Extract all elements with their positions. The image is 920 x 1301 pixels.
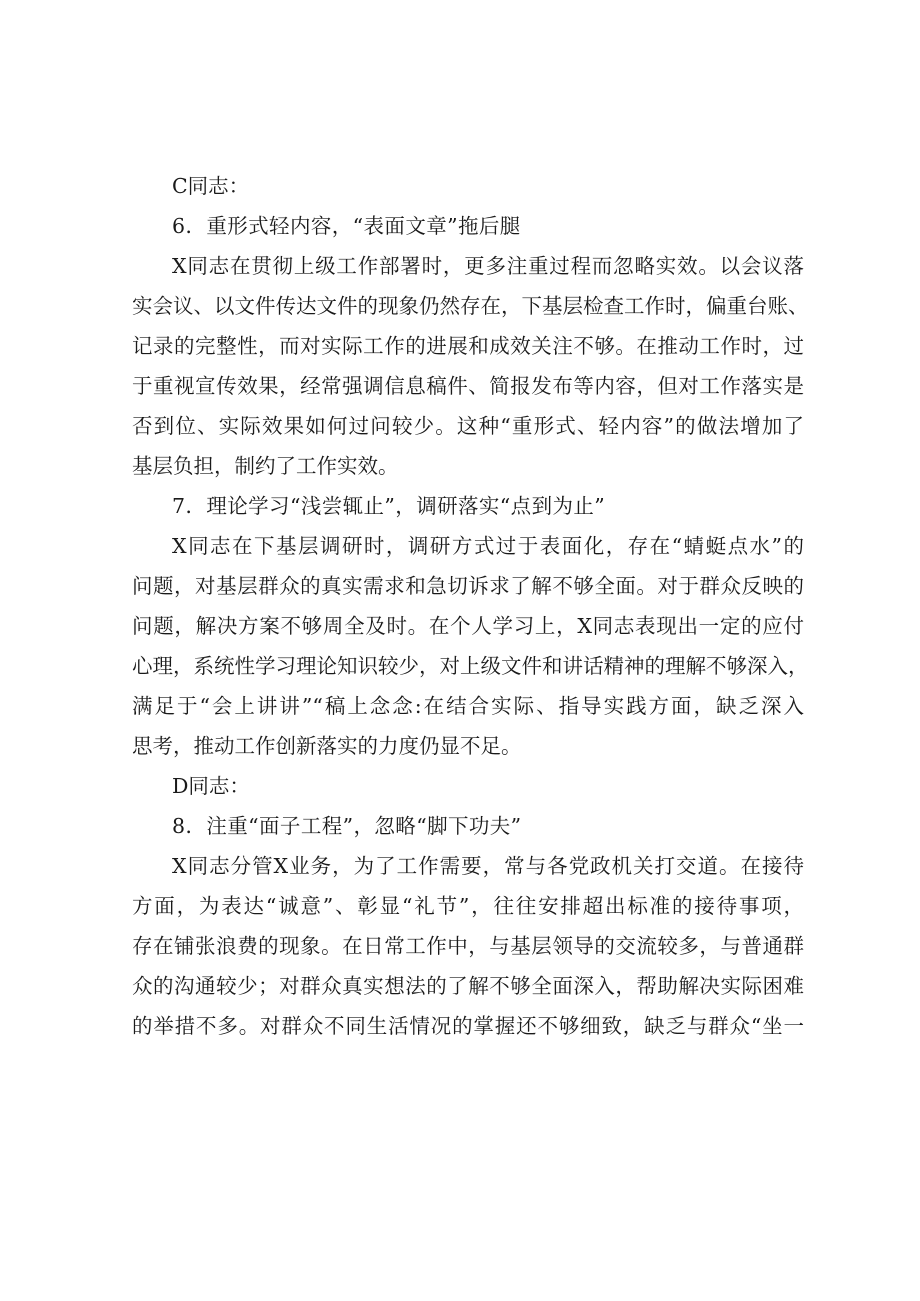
- text-line: 基层负担，制约了工作实效。: [132, 454, 399, 478]
- paragraph-7: [132, 526, 809, 766]
- text-line: 记录的完整性，而对实际工作的进展和成效关注不够。在推动工作时，过: [132, 334, 804, 358]
- section-heading-8: [132, 806, 804, 846]
- paragraph-6: [132, 246, 809, 486]
- text-line: 问题，对基层群众的真实需求和急切诉求了解不够全面。对于群众反映的: [132, 574, 804, 598]
- text-line: 否到位、实际效果如何过问较少。这种“重形式、轻内容”的做法增加了: [132, 414, 804, 438]
- text-line: 方面，为表达“诚意”、彰显“礼节”，往往安排超出标准的接待事项，: [132, 894, 804, 918]
- text-line: 于重视宣传效果，经常强调信息稿件、简报发布等内容，但对工作落实是: [132, 374, 804, 398]
- heading-line: 7．理论学习“浅尝辄止”，调研落实“点到为止”: [172, 494, 606, 518]
- heading-line: 8．注重“面子工程”，忽略“脚下功夫”: [172, 814, 522, 838]
- text-line: X同志分管X业务，为了工作需要，常与各党政机关打交道。在接待: [172, 854, 804, 878]
- text-line: 心理，系统性学习理论知识较少，对上级文件和讲话精神的理解不够深入，: [132, 654, 809, 678]
- section-label-c: [132, 166, 804, 206]
- text-line: 问题，解决方案不够周全及时。在个人学习上，X同志表现出一定的应付: [132, 614, 804, 638]
- text-line: 思考，推动工作创新落实的力度仍显不足。: [132, 734, 522, 758]
- text-line: X同志在贯彻上级工作部署时，更多注重过程而忽略实效。以会议落: [172, 254, 804, 278]
- paragraph-8: [132, 846, 804, 1046]
- section-heading-6: [132, 206, 804, 246]
- text-line: 满足于“会上讲讲”“稿上念念:在结合实际、指导实践方面，缺乏深入: [132, 694, 804, 718]
- text-line: 存在铺张浪费的现象。在日常工作中，与基层领导的交流较多，与普通群: [132, 934, 804, 958]
- text-line: 众的沟通较少；对群众真实想法的了解不够全面深入，帮助解决实际困难: [132, 974, 804, 998]
- text-line: 实会议、以文件传达文件的现象仍然存在，下基层检查工作时，偏重台账、: [132, 294, 809, 318]
- text-line: C同志：: [172, 174, 250, 198]
- text-line: 的举措不多。对群众不同生活情况的掌握还不够细致，缺乏与群众“坐一: [132, 1014, 804, 1038]
- document-body: [132, 166, 809, 1046]
- section-heading-7: [132, 486, 804, 526]
- section-label-d: [132, 766, 804, 806]
- text-line: X同志在下基层调研时，调研方式过于表面化，存在“蜻蜓点水”的: [172, 534, 804, 558]
- heading-line: 6．重形式轻内容，“表面文章”拖后腿: [172, 214, 521, 238]
- text-line: D同志：: [172, 774, 250, 798]
